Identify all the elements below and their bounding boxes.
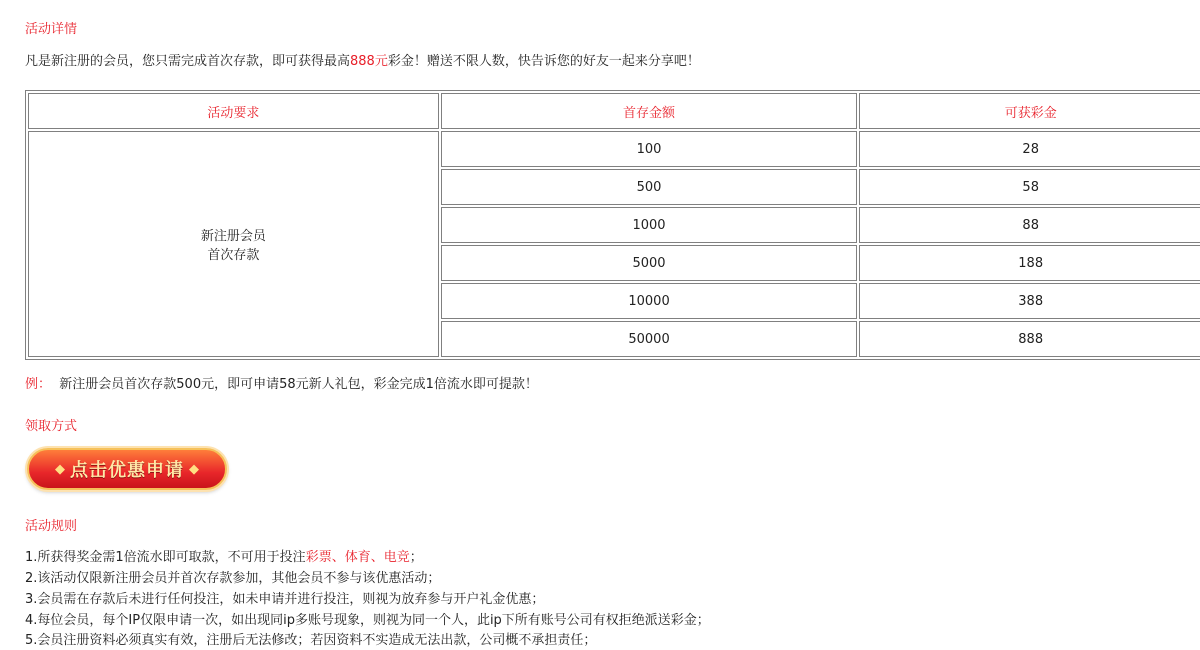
requirement-line1: 新注册会员 [200, 229, 266, 244]
bonus-cell: 28 [859, 131, 1200, 167]
deposit-cell: 5000 [441, 245, 858, 281]
header-bonus: 可获彩金 [859, 93, 1200, 129]
table-header-row [28, 93, 1200, 129]
apply-promo-button[interactable] [27, 448, 227, 490]
rules-title: 活动规则 [25, 519, 78, 534]
deposit-cell: 500 [441, 169, 858, 205]
example-line [25, 375, 538, 395]
rule1-before: 1.所获得奖金需1倍流水即可取款，不可用于投注 [25, 550, 306, 565]
bonus-cell: 58 [859, 169, 1200, 205]
bonus-cell: 88 [859, 207, 1200, 243]
claim-title: 领取方式 [25, 419, 78, 434]
deposit-cell: 50000 [441, 321, 858, 357]
bonus-cell: 888 [859, 321, 1200, 357]
requirement-cell [28, 131, 439, 357]
requirement-line2: 首次存款 [207, 248, 260, 263]
rule-item: 2.该活动仅限新注册会员并首次存款参加，其他会员不参与该优惠活动； [25, 571, 441, 586]
intro-text [25, 52, 700, 72]
deposit-cell: 1000 [441, 207, 858, 243]
details-title: 活动详情 [25, 22, 78, 37]
rule-item: 5.会员注册资料必须真实有效，注册后无法修改；若因资料不实造成无法出款，公司概不承担责任； [25, 633, 597, 648]
intro-before: 凡是新注册的会员，您只需完成首次存款，即可获得最高 [25, 54, 351, 69]
bonus-cell: 388 [859, 283, 1200, 319]
intro-highlight: 888元 [350, 54, 388, 69]
apply-promo-label: 点击优惠申请 [70, 460, 184, 481]
rule1-highlight: 彩票、体育、电竞 [305, 550, 410, 565]
rule-item: 4.每位会员，每个IP仅限申请一次，如出现同ip多账号现象，则视为同一个人，此ip下所有账号公司有权拒绝派送彩金； [25, 613, 710, 628]
table-row [28, 131, 1200, 167]
rule1-after: ； [409, 550, 423, 565]
deposit-cell: 100 [441, 131, 858, 167]
diamond-ornament-icon: ◆ [189, 461, 199, 477]
bonus-cell: 188 [859, 245, 1200, 281]
example-text: 新注册会员首次存款500元，即可申请58元新人礼包，彩金完成1倍流水即可提款！ [59, 377, 538, 392]
diamond-ornament-icon: ◆ [55, 461, 65, 477]
deposit-cell: 10000 [441, 283, 858, 319]
rule-item [25, 548, 423, 568]
rule-item: 3.会员需在存款后未进行任何投注，如未申请并进行投注，则视为放弃参与开户礼金优惠； [25, 592, 545, 607]
intro-after: 彩金！赠送不限人数，快告诉您的好友一起来分享吧！ [387, 54, 700, 69]
header-requirement: 活动要求 [28, 93, 439, 129]
header-deposit: 首存金额 [441, 93, 858, 129]
example-label: 例： [25, 377, 52, 392]
reward-table [25, 90, 1200, 360]
